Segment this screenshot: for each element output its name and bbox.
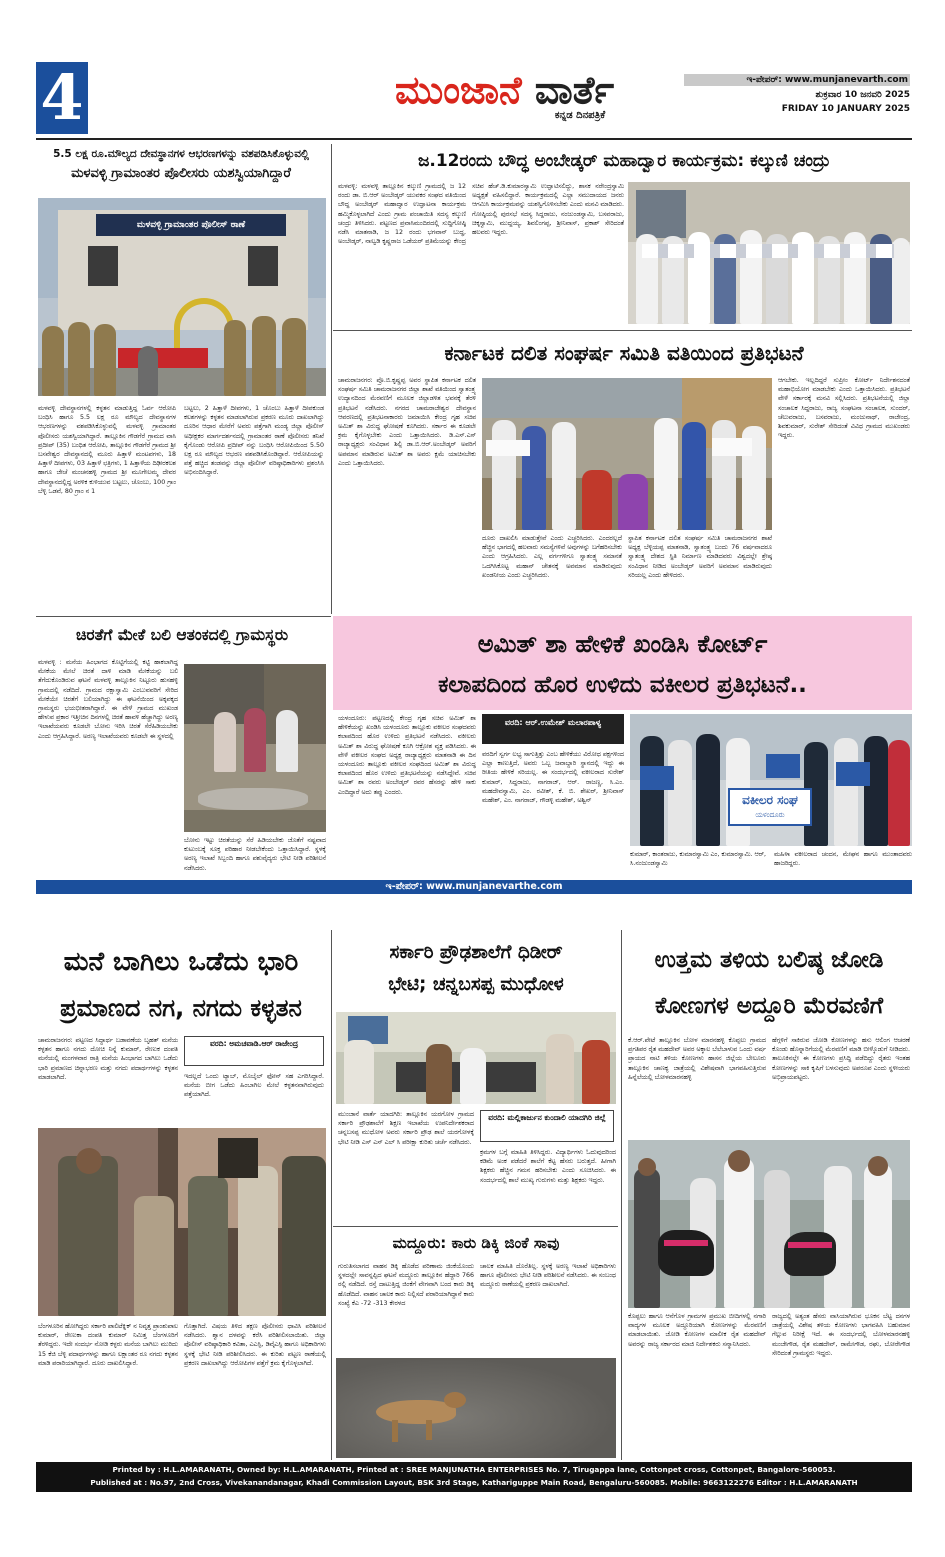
- leopard-body-col1: ಮಳವಳ್ಳಿ : ಮನೆಯ ಹಿಂಭಾಗದ ಕೊಟ್ಟಿಗೆಯಲ್ಲಿ ಕಟ್ಟಿ ಹಾಕಲಾಗಿದ್ದ ಮೇಕೆಯ ಮೇಲೆ ಚಿರತೆ ದಾಳಿ ಮಾಡಿ ಮೇಕೆಯನ್ನು ಬಲಿ ತೆಗೆದುಕೊಂಡಿರುವ ಘಟನೆ ಮಳವಳ್ಳಿ ತಾಲ್ಲೂಕಿನ ನಿಟ್ಟೂರು ಹುಸಹಳ್ಳಿ ಗ್ರಾಮದಲ್ಲಿ ನಡೆದಿದೆ. ಗ್ರಾಮದ ರಕ್ಷಾಸ್ವಾಮಿ ಎಂಬುವವರಿಗೆ ಸೇರಿದ ಮೇಕೆಯೇ ಚಿರತೆಗೆ ಬಲಿಯಾಗಿದ್ದು ಈ ಘಟನೆಯಿಂದ ಅಕ್ಕಪಕ್ಕದ ಗ್ರಾಮಸ್ಥರು ಭಯಭೀತರಾಗಿದ್ದಾರೆ. ಈ ವೇಳೆ ಗ್ರಾಮದ ಮುಖಂಡ ಹೇಳುವ ಪ್ರಕಾರ ಇತ್ತೀಚಿನ ದಿನಗಳಲ್ಲಿ ಚಿರತೆ ಹಾವಳಿ ಹೆಚ್ಚಾಗಿದ್ದು ಅರಣ್ಯ ಇಲಾಖೆಯವರು ಕೂಡಲೇ ಬೋನು ಇರಿಸಿ ಚಿರತೆ ಸೆರೆಹಿಡಿಯಬೇಕು ಎಂದು ಆಗ್ರಹಿಸಿದ್ದಾರೆ. ಅರಣ್ಯ ಇಲಾಖೆಯವರು ಕೂಡಲೇ ಈ ಸ್ಥಳದಲ್ಲಿ: [38, 659, 178, 740]
- school-byline: ವರದಿ: ಮಲ್ಲಿಕಾರ್ಜುನ ಕುಂದಾಲಿ ಯಾದಗಿರಿ ಜಿಲ್ಲೆ: [480, 1110, 614, 1142]
- leopard-photo: [184, 664, 326, 832]
- theft-photo: [38, 1128, 326, 1316]
- column-divider: [331, 144, 332, 614]
- bulls-headline-1: ಉತ್ತಮ ತಳಿಯ ಬಲಿಷ್ಠ ಜೋಡಿ: [654, 947, 884, 973]
- buddha-body-col2: ಸಚಿವ ಹೆಚ್.ಡಿ.ಕುಮಾರಸ್ವಾಮಿ ಉದ್ಘಾಟಿಸಲಿದ್ದು, ಶಾಸಕ ನರೇಂದ್ರಸ್ವಾಮಿ ಅಧ್ಯಕ್ಷತೆ ವಹಿಸಲಿದ್ದಾರೆ. ಕಾರ್ಯಕ್ರಮದಲ್ಲಿ ಎಲ್ಲಾ ಸಮುದಾಯದ ಜನರು ಆಗಮಿಸಿ ಕಾರ್ಯಕ್ರಮವನ್ನು ಯಶಸ್ವಿಗೊಳಿಸಬೇಕು ಎಂದು ಮನವಿ ಮಾಡಿದರು. ಗೋಷ್ಠಿಯಲ್ಲಿ ಪುರಸಭೆ ಸದಸ್ಯ ಸಿದ್ದರಾಜು, ನಂಜುಂಡಸ್ವಾಮಿ, ಬಸವರಾಜು, ಚಿಕ್ಕಸ್ವಾಮಿ, ಮುದ್ದಯ್ಯ, ಶಿವಲಿಂಗಪ್ಪ, ಶ್ರೀನಿವಾಸ್, ಪ್ರಕಾಶ್ ಸೇರಿದಂತೆ ಹಲವರು ಇದ್ದರು.: [472, 183, 624, 237]
- leopard-body-col2: ಬೋನು ಇಟ್ಟು ಚಿರತೆಯನ್ನು ಸೆರೆ ಹಿಡಿಯಬೇಕು ಜೊತೆಗೆ ನಷ್ಟವಾದ ಕುಟುಂಬಕ್ಕೆ ಸೂಕ್ತ ಪರಿಹಾರ ನೀಡಬೇಕೆಂದು ಒತ್ತಾಯಿಸಿದ್ದಾರೆ. ಸ್ಥಳಕ್ಕೆ ಅರಣ್ಯ ಇಲಾಖೆ ಸಿಬ್ಬಂದಿ ಹಾಗೂ ಪಶುವೈದ್ಯರು ಭೇಟಿ ನೀಡಿ ಪರಿಶೀಲನೆ ನಡೆಸಿದರು.: [184, 837, 326, 872]
- buddha-photo: [628, 182, 910, 324]
- theft-body-col2: ಗೊತ್ತಾಗಿದೆ. ವಿಷಯ ತಿಳಿದ ತಕ್ಷಣ ಪೊಲೀಸರು ಧಾವಿಸಿ ಪರಿಶೀಲನೆ ನಡೆಸಿದರು. ಶ್ವಾನ ದಳವನ್ನು ಕರೆಸಿ ಪರಿಶೀಲಿಸಲಾಯಿತು. ಜಿಲ್ಲಾ ಪೊಲೀಸ್ ವರಿಷ್ಠಾಧಿಕಾರಿ ಕವಿತಾ, ಎಎಸ್ಪಿ, ಡಿವೈಎಸ್ಪಿ ಹಾಗೂ ಅಧಿಕಾರಿಗಳು ಸ್ಥಳಕ್ಕೆ ಭೇಟಿ ನೀಡಿ ಪರಿಶೀಲಿಸಿದರು. ಈ ಕುರಿತು ಪಟ್ಟಣ ಠಾಣೆಯಲ್ಲಿ ಪ್ರಕರಣ ದಾಖಲಾಗಿದ್ದು ಆರೋಪಿಗಳ ಪತ್ತೆಗೆ ಕ್ರಮ ಕೈಗೊಳ್ಳಲಾಗಿದೆ.: [184, 1323, 326, 1367]
- section-rule: [333, 1226, 618, 1227]
- accident-body-col1: ಗುರುತಿಸಲಾಗದ ವಾಹನ ಡಿಕ್ಕಿ ಹೊಡೆದ ಪರಿಣಾಮ ಜಿಂಕೆಯೊಂದು ಸ್ಥಳದಲ್ಲೇ ಸಾವನ್ನಪ್ಪಿದ ಘಟನೆ ಮದ್ದೂರು ತಾಲ್ಲೂಕಿನ ಹೆದ್ದಾರಿ 766 ರಲ್ಲಿ ನಡೆದಿದೆ. ರಸ್ತೆ ದಾಟುತ್ತಿದ್ದ ಜಿಂಕೆಗೆ ವೇಗವಾಗಿ ಬಂದ ಕಾರು ಡಿಕ್ಕಿ ಹೊಡೆದಿದೆ. ವಾಹನ ಚಾಲಕ ಕಾರು ನಿಲ್ಲಿಸದೆ ಪರಾರಿಯಾಗಿದ್ದಾನೆ ಕಾರು ಸಂಖ್ಯೆ ಕೆಎ -72 -313 ಕೇರಳದ: [338, 1263, 474, 1307]
- theft-lead: ಚಾಮರಾಜನಗರ: ಪಟ್ಟಣದ ಸಿದ್ಧಾರ್ಥ ಬಡಾವಣೆಯ ಬೃಹತ್ ಮನೆಯ ಕಳ್ಳತನ ಹಾಗೂ ನಗದು ದೋಚಿ ನಿನ್ನೆ ಕುಮಾರ್, ರೇಣುಕ ದಂಪತಿ ಮನೆಯಲ್ಲಿ ಮಂಗಳವಾರ ರಾತ್ರಿ ಮನೆಯ ಹಿಂಭಾಗದ ಬಾಗಿಲು ಒಡೆದು ಭಾರಿ ಪ್ರಮಾಣದ ಚಿನ್ನಾಭರಣ ಮತ್ತು ನಗದು ಪದಾರ್ಥಗಳನ್ನು ಕಳ್ಳತನ ಮಾಡಲಾಗಿದೆ.: [38, 1037, 178, 1081]
- leopard-headline: ಚಿರತೆಗೆ ಮೇಕೆ ಬಲಿ ಆತಂಕದಲ್ಲಿ ಗ್ರಾಮಸ್ಥರು: [75, 626, 289, 644]
- buddha-headline: ಜ.12ರಂದು ಬೌದ್ಧ ಅಂಬೇಡ್ಕರ್ ಮಹಾದ್ವಾರ ಕಾರ್ಯಕ್ರಮ: ಕಲ್ಕುಣಿ ಚಂದ್ರು: [417, 151, 831, 171]
- amit-caption-2: ಮಹಿಳಾ ವಕೀಲರಾದ ಚಂದನ, ಮೇಘನ ಹಾಗೂ ಮುಂತಾದವರು ಹಾಜರಿದ್ದರು.: [774, 851, 912, 868]
- police-photo: [38, 198, 326, 396]
- masthead-rule: [36, 138, 912, 140]
- amit-caption-1: ಕುಮಾರ್, ಕಾಂತರಾಜು, ಕುಮಾರಸ್ವಾಮಿ ಎಂ, ಕುಮಾರಸ್ವಾಮಿ. ಆರ್, ಸಿ.ನಂಜುಂಡಸ್ವಾಮಿ: [630, 851, 766, 868]
- column-divider: [331, 930, 332, 1460]
- school-photo: [336, 1012, 616, 1104]
- theft-byline: ವರದಿ: ಅಮಚವಾಡಿ.ಆರ್ ರಾಜೇಂದ್ರ: [184, 1036, 324, 1066]
- section-rule: [36, 616, 331, 617]
- amit-body-col2: ವರದಿಗೆ ಸ್ವರ್ಗ ಲಭ್ಯ ಸಾಗುತ್ತಿತ್ತು ಎಂಬ ಹೇಳಿಕೆಯು ವಿರೋಧ ಪಕ್ಷಗಳಿಂದ ಎಲ್ಲಾ ಕಾಣುತ್ತಿದೆ, ಅವರು ಒಬ್ಬ ಜವಾಬ್ದಾರಿ ಸ್ಥಾನದಲ್ಲಿ ಇದ್ದು ಈ ರೀತಿಯ ಹೇಳಿಕೆ ಸರಿಯಲ್ಲ. ಈ ಸಂದರ್ಭದಲ್ಲಿ ವಕೀಲರಾದ ಸುರೇಶ್ ಕುಮಾರ್, ಸಿದ್ದರಾಜು, ನಾಗರಾಜ್, ಆರ್. ರಾಜಣ್ಣ, ಸಿ.ಎಂ. ಮಹದೇವಸ್ವಾಮಿ, ಎಂ. ರವೀಶ್, ಕೆ. ಬಿ. ಶೇಖರ್, ಶ್ರೀನಿವಾಸ್ ಮಹೇಶ್, ಎಂ. ನಾಗರಾಜ್, ಗೌಡಳ್ಳಿ ಮಹೇಶ್, ಅಶ್ವಿನ್: [482, 751, 624, 805]
- date-kannada: ಶುಕ್ರವಾರ 10 ಜನವರಿ 2025: [815, 90, 910, 100]
- dalit-headline: ಕರ್ನಾಟಕ ದಲಿತ ಸಂಘರ್ಷ ಸಮಿತಿ ವತಿಯಿಂದ ಪ್ರತಿಭಟನೆ: [444, 341, 804, 365]
- theft-headline-1: ಮನೆ ಬಾಗಿಲು ಒಡೆದು ಭಾರಿ: [63, 947, 299, 977]
- bulls-headline-2: ಕೋಣಗಳ ಅದ್ದೂರಿ ಮೆರವಣಿಗೆ: [654, 993, 884, 1019]
- bulls-body-col3: ಕೊಪ್ಪಲು ಹಾಗೂ ಆನೆಗೊಳ ಗ್ರಾಮಗಳ ಪ್ರಮುಖ ಬೀದಿಗಳಲ್ಲಿ ನಗಾರಿ ವಾದ್ಯಗಳ ಮೂಲಕ ಅದ್ದೂರಿಯಾಗಿ ಕೋಣಗಳನ್ನು ಮೆರವಣಿಗೆ ಮಾಡಲಾಯಿತು. ಜೋಡಿ ಕೋಣಗಳ ಮಾಲೀಕ ರೈತ ಮಹದೇವ್ ಅವರನ್ನು ರಾಜ್ಯ ಸರ್ಕಾರದ ಮಾಜಿ ನಿರ್ದೇಶಕರು ಸನ್ಮಾನಿಸಿದರು.: [628, 1313, 766, 1348]
- imprint-line-1: Printed by : H.L.AMARANATH, Owned by: H.L.AMARANATH, Printed at : SREE MANJUNATHA ENTERPRISES No. 7, Tirugappa lane, Cottonpet cross, Cottonpet, Bangalore-560053.: [112, 1465, 836, 1474]
- bulls-body-col4: ರಾಜ್ಯದಲ್ಲಿ ಅತ್ಯಂತ ಹೆಸರು ವಾಸಿಯಾಗಿರುವ ಭೂಕನ ಬೆಟ್ಟ ದನಗಳ ಜಾತ್ರೆಯಲ್ಲಿ ವಿಶೇಷ ತಳಿಯ ಕೋಣಗಳು ಭಾಗವಹಿಸಿ ಬಹುಮಾನ ಗೆಲ್ಲುವ ನಿರೀಕ್ಷೆ ಇದೆ. ಈ ಸಂದರ್ಭದಲ್ಲಿ ಬೋಳಮಾರನಹಳ್ಳಿ ಮಂಜೇಗೌಡ, ರೈತ ಮಹದೇವ್, ರಾಮೇಗೌಡ, ರಘು, ಬೋರೇಗೌಡ ಸೇರಿದಂತೆ ಗ್ರಾಮಸ್ಥರು ಇದ್ದರು.: [772, 1313, 910, 1357]
- police-headline-1: 5.5 ಲಕ್ಷ ರೂ.ಮೌಲ್ಯದ ದೇವಸ್ಥಾನಗಳ ಆಭರಣಗಳನ್ನು ವಶಪಡಿಸಿಕೊಳ್ಳುವಲ್ಲಿ: [53, 148, 309, 160]
- masthead-title: [395, 66, 685, 114]
- imprint-line-2: Published at : No.97, 2nd Cross, Vivekanandanagar, Khadi Commission Layout, BSK 3rd Stage, Kathariguppe Main Road, Bengaluru-560085. Mobile: 9663122276 Editor : H.L.AMARANATH: [90, 1478, 858, 1487]
- police-body-col2: ಬಟ್ಟಲು, 2 ಹಿತ್ತಾಳೆ ದೀಪಗಳು, 1 ಚೊಂಬು ಹಿತ್ತಾಳೆ ದೀಪಕುಂಡ ಕಲಶಗಳನ್ನು ಕಳ್ಳತನ ಮಾಡಲಾಗಿರುವ ಪ್ರಕರಣ ಮೂರು ದಾಖಲಾಗಿದ್ದು ದೂರಿನ ಆಧಾರ ಮೇರೆಗೆ ಅವರು ಪತ್ತೆಗಾಗಿ ಮಂಡ್ಯ ಜಿಲ್ಲಾ ಪೊಲೀಸ್ ಅಧೀಕ್ಷಕರ ಮಾರ್ಗದರ್ಶನದಲ್ಲಿ ಗ್ರಾಮಾಂತರ ಠಾಣೆ ಪೊಲೀಸರು ತನಿಖೆ ಕೈಗೊಂಡು ಆರೋಪಿ ಪ್ರದೀಪ್ ನನ್ನು ಬಂಧಿಸಿ ಆರೋಪಿಯಿಂದ 5.50 ಲಕ್ಷ ರೂ ಮೌಲ್ಯದ ಆಭರಣ ವಶಪಡಿಸಿಕೊಂಡಿದ್ದಾರೆ. ಆರೋಪಿಯನ್ನು ಪತ್ತೆ ಹಚ್ಚಿದ ತಂಡವನ್ನು ಜಿಲ್ಲಾ ಪೊಲೀಸ್ ವರಿಷ್ಠಾಧಿಕಾರಿಗಳು ಪ್ರಶಂಸಿಸಿ ಅಭಿನಂದಿಸಿದ್ದಾರೆ.: [184, 405, 324, 477]
- dalit-photo: [482, 378, 772, 530]
- amit-banner-text: ವಕೀಲರ ಸಂಘ: [742, 793, 798, 807]
- school-headline-2: ಭೇಟಿ; ಚನ್ನಬಸಪ್ಪ ಮುಧೋಳ: [388, 974, 564, 995]
- bulls-body-col2: ಹೆಗ್ಗಳಿಗೆ ಸಾಕಿರುವ ಜೋಡಿ ಕೋಣಗಳನ್ನು ಹಸು ಆಲಿಂಗ ಆಚರಣೆ ಕೊಂಡು ಹೊನ್ನಾರಿಗೆಯಲ್ಲಿ ಮೆರವಣಿಗೆ ಮಾಡಿ ಬೀಳ್ಕೊಡುಗೆ ನೀಡಿದರು. ತಾಲೂಕಿನಲ್ಲೇ ಈ ಕೋಣಗಳು ಪ್ರಸಿದ್ಧಿ ಪಡೆದಿದ್ದು ರೈತರು ಇಂತಹ ಕೋಣಗಳನ್ನು ಸಾಕಿ ಕೃಷಿಗೆ ಬಳಸುವುದು ಅಪರೂಪ ಎಂದು ಸ್ಥಳೀಯರು ಅಭಿಪ್ರಾಯಪಟ್ಟರು.: [772, 1037, 910, 1081]
- amit-banner-sub: ಯಳಂದೂರು: [755, 811, 785, 819]
- police-body-col1: ಮಳವಳ್ಳಿ ದೇವಸ್ಥಾನಗಳಲ್ಲಿ ಕಳ್ಳತನ ಮಾಡುತ್ತಿದ್ದ ಓರ್ವ ಆರೋಪಿ ಬಂಧಿಸಿ ಹಾಗೂ 5.5 ಲಕ್ಷ ರೂ ಮೌಲ್ಯದ ದೇವಸ್ಥಾನಗಳ ಆಭರಣಗಳನ್ನು ವಶಪಡಿಸಿಕೊಳ್ಳುವಲ್ಲಿ ಮಳವಳ್ಳಿ ಗ್ರಾಮಾಂತರ ಪೊಲೀಸರು ಯಶಸ್ವಿಯಾಗಿದ್ದಾರೆ. ತಾಲ್ಲೂಕಿನ ಗೌಡಗೆರೆ ಗ್ರಾಮದ ವಾಸಿ ಪ್ರದೀಪ್ (35) ಬಂಧಿತ ಆರೋಪಿ, ತಾಲ್ಲೂಕಿನ ಗೌಡಗೆರೆ ಗ್ರಾಮದ ಶ್ರೀ ಬಸವೇಶ್ವರ ದೇವಸ್ಥಾನದಲ್ಲಿ ಮೂರು ಹಿತ್ತಾಳೆ ಮಂಟಪಗಳು, 18 ಹಿತ್ತಾಳೆ ದೀಪಗಳು, 03 ಹಿತ್ತಾಳೆ ಛತ್ರಿಗಳು, 1 ಹಿತ್ತಾಳೆಯ ದಿಢೀರಕಲಶ ಹಾಗೂ ಜೇಚೆ ಮಂಚನಹಳ್ಳಿ ಗ್ರಾಮದ ಶ್ರೀ ಮೂಗೇಲಮ್ಮ ದೇವರ ದೇವಸ್ಥಾನದಲ್ಲಿದ್ದ ಅರಳಿಕ ಕುಳಿಯುವ ಬಟ್ಟಲು, ಚೊಂಬು, 100 ಗ್ರಾಂ ಬೆಳ್ಳಿ ಒಡವೆ, 80 ಗ್ರಾಂ ನ 1: [38, 405, 176, 495]
- theft-body-col1: ಬೆಂಗಳೂರಿನ ಹೋಗಿದ್ದರು ಸರ್ಕಾರಿ ಪಾಲಿಟೆಕ್ನಿಕ್ ನ ನಿವೃತ್ತ ಪ್ರಾಂಶುಪಾಲ ಕುಮಾರ್, ರೇಣುಕಾ ದಂಪತಿ ಕುಮಾರ್ ನಿಮಿತ್ತ ಬೆಂಗಳೂರಿಗೆ ತೆರಳಿದ್ದರು. ಇದೇ ಸಂದರ್ಭ ನೋಡಿ ಕಳ್ಳರು ಮನೆಯ ಬಾಗಿಲು ಮುರಿದು 15 ಕೆಜಿ ಬೆಳ್ಳಿ ಪದಾರ್ಥಗಳನ್ನು ಹಾಗೂ ಲಕ್ಷಾಂತರ ರೂ ನಗದು ಕಳ್ಳತನ ಮಾಡಿ ಪರಾರಿಯಾಗಿದ್ದಾರೆ. ದೂರು ದಾಖಲಿಸಿದ್ದಾರೆ.: [38, 1323, 178, 1367]
- epaper-bar: ಇ-ಪೇಪರ್: www.munjanevarth.com: [684, 74, 910, 86]
- theft-lead-2: ಇದಲ್ಲದೆ ಒಂದು ಟ್ಯಾಬ್, ಮೊಬೈಲ್ ಫೋನ್ ಸಹ ಎಗರಿಸಿದ್ದಾರೆ. ಮನೆಯ ಬೀಗ ಒಡೆದು ಹಿಂಬಾಗಿಲ ಮೇಲೆ ಕಳ್ಳತನವಾಗಿರುವುದು ಪತ್ತೆಯಾಗಿದೆ.: [184, 1073, 324, 1099]
- accident-body-col2: ಚಾಲಕ ಮಾಹಿತಿ ದೊರೆತಿಲ್ಲ. ಸ್ಥಳಕ್ಕೆ ಅರಣ್ಯ ಇಲಾಖೆ ಅಧಿಕಾರಿಗಳು ಹಾಗೂ ಪೊಲೀಸರು ಭೇಟಿ ನೀಡಿ ಪರಿಶೀಲನೆ ನಡೆಸಿದರು. ಈ ಸಂಬಂಧ ಮದ್ದೂರು ಠಾಣೆಯಲ್ಲಿ ಪ್ರಕರಣ ದಾಖಲಾಗಿದೆ.: [480, 1263, 616, 1289]
- dalit-body-col3: ಸ್ಥಾಪಿತ ಕರ್ನಾಟಕ ದಲಿತ ಸಂಘರ್ಷ ಸಮಿತಿ ಚಾಮರಾಜನಗರ ಶಾಖೆ ಅಧ್ಯಕ್ಷ ಬೆಳ್ಳಿಯಪ್ಪ ಮಾತನಾಡಿ, ಸ್ವಾತಂತ್ರ್ಯ ಬಂದು 76 ವರ್ಷವಾದರೂ ಸ್ವಾತಂತ್ರ್ಯ ದೇಶದ ಸ್ಥಿತಿ ನಿರ್ಮಾಣ ಮಾಡಿದವರು ವಿಶ್ವದಲ್ಲೇ ಶ್ರೇಷ್ಠ ಸಂವಿಧಾನ ನೀಡಿದ ಅಂಬೇಡ್ಕರ್ ಅವರಿಗೆ ಅವಮಾನ ಮಾಡಿರುವುದು ಸರಿಯಲ್ಲ ಎಂದು ಹೇಳಿದರು.: [628, 535, 772, 579]
- bulls-body-col1: ಕೆ.ಆರ್.ಪೇಟೆ ತಾಲ್ಲೂಕಿನ ಬೋಳ ಮಾರನಹಳ್ಳಿ ಕೊಪ್ಪಲು ಗ್ರಾಮದ ಪ್ರಗತಿಪರ ರೈತ ಮಹದೇವ್ ಅವರ ಅಕ್ಕಾಲ ಬೆಲೆಬಾಳುವ ಒಂದು ವರ್ಷ ಪ್ರಾಯದ ನಾಟಿ ತಳಿಯ ಕೋಣಗಳು ಹಾಸನ ಜಿಲ್ಲೆಯ ಬೇಲೂರು ತಾಲ್ಲೂಕಿನ ಚಾಣಕ್ಯ ಜಾತ್ರೆಯಲ್ಲಿ ವಿಶೇಷವಾಗಿ ಭಾಗವಹಿಸುತ್ತಿರುವ ಹಿನ್ನೆಲೆಯಲ್ಲಿ ಬೋಳಮಾರನಹಳ್ಳಿ: [628, 1037, 766, 1081]
- theft-headline-2: ಪ್ರಮಾಣದ ನಗ, ನಗದು ಕಳ್ಳತನ: [60, 994, 302, 1022]
- dalit-body-col4: ಆಗಬೇಕು. ಇಲ್ಲದಿದ್ದರೆ ಸುಪ್ರೀಂ ಕೋರ್ಟ್ ನಿರ್ದೇಶನದಂತೆ ಮಹಾಭಿಯೋಗ ಮಾಡಬೇಕು ಎಂದು ಒತ್ತಾಯಿಸಿದರು. ಪ್ರತಿಭಟನೆ ವೇಳೆ ಸರ್ಕಾರಕ್ಕೆ ಮನವಿ ಸಲ್ಲಿಸಿದರು. ಪ್ರತಿಭಟನೆಯಲ್ಲಿ ಜಿಲ್ಲಾ ಸಂಚಾಲಕ ಸಿದ್ದರಾಜು, ರಾಜ್ಯ ಸಂಘಟನಾ ಸಂಚಾಲಕ, ಸುಂದರ್, ಚೆಲುವರಾಜು, ಬಸವರಾಜು, ಮಂಜುನಾಥ್, ರಾಜೇಂದ್ರ, ಶಿವಕುಮಾರ್, ಸುರೇಶ್ ಸೇರಿದಂತೆ ವಿವಿಧ ಗ್ರಾಮದ ಮುಖಂಡರು ಇದ್ದರು.: [778, 377, 910, 440]
- date-english: FRIDAY 10 JANUARY 2025: [781, 104, 910, 114]
- section-rule: [333, 330, 912, 331]
- amit-headline-1: ಅಮಿತ್ ಶಾ ಹೇಳಿಕೆ ಖಂಡಿಸಿ ಕೋರ್ಟ್: [477, 630, 768, 658]
- epaper-separator-text: ಇ-ಪೇಪರ್: www.munjanevarthe.com: [385, 881, 563, 892]
- page-number-box: 4: [36, 62, 88, 134]
- dalit-body-col1: ಚಾಮರಾಜನಗರ: ಪ್ರೊ.ಬಿ.ಕೃಷ್ಣಪ್ಪ ಅವರ ಸ್ಥಾಪಿತ ಕರ್ನಾಟಕ ದಲಿತ ಸಂಘರ್ಷ ಸಮಿತಿ ಚಾಮರಾಜನಗರ ಜಿಲ್ಲಾ ಶಾಖೆ ವತಿಯಿಂದ ಸ್ವಾತಂತ್ರ್ಯ ಉದ್ಯಾನದಿಂದ ಮೆರವಣಿಗೆ ಮೂಲಕ ಜಿಲ್ಲಾಡಳಿತ ಭವನಕ್ಕೆ ತೆರಳಿ ಪ್ರತಿಭಟನೆ ನಡೆಸಿದರು. ನಗರದ ಚಾಮರಾಜೇಶ್ವರ ದೇವಸ್ಥಾನ ಆವರಣದಲ್ಲಿ ಪ್ರತಿಭಟನಾಕಾರರು ಜಮಾಯಿಸಿ ಕೇಂದ್ರ ಗೃಹ ಸಚಿವ ಅಮಿತ್ ಶಾ ವಿರುದ್ಧ ಘೋಷಣೆ ಕೂಗಿದರು. ಸರ್ಕಾರ ಈ ಕೂಡಲೇ ಕ್ರಮ ಕೈಗೊಳ್ಳಬೇಕು ಎಂದು ಒತ್ತಾಯಿಸಿದರು. ಡಿ.ಎಸ್.ಎಸ್ ರಾಜ್ಯಾಧ್ಯಕ್ಷರು ಸಂವಿಧಾನ ಶಿಲ್ಪಿ ಡಾ.ಬಿ.ಆರ್.ಅಂಬೇಡ್ಕರ್ ಅವರಿಗೆ ಅಪಮಾನ ಮಾಡಿರುವ ಅಮಿತ್ ಶಾ ಅವರು ಕ್ಷಮೆ ಯಾಚಿಸಬೇಕು ಎಂದು ಒತ್ತಾಯಿಸಿದರು.: [338, 377, 476, 467]
- masthead-title-part1: ಮುಂಜಾನೆ: [395, 68, 522, 112]
- school-body-col1: ಮುಂಜಾನೆ ವಾರ್ತೆ ಯಾದಗಿರಿ: ತಾಲ್ಲೂಕಿನ ಯರಗೋಳ ಗ್ರಾಮದ ಸರ್ಕಾರಿ ಪ್ರೌಢಶಾಲೆಗೆ ಶಿಕ್ಷಣ ಇಲಾಖೆಯ ಉಪನಿರ್ದೇಶಕರಾದ ಚನ್ನಬಸಪ್ಪ ಮುಧೋಳ ಅವರು ಸರ್ಕಾರಿ ಪ್ರೌಢ ಶಾಲೆ ಯರಗೋಳಕ್ಕೆ ಭೇಟಿ ನೀಡಿ ಎಸ್ ಎಸ್ ಎಲ್ ಸಿ ಪರೀಕ್ಷಾ ಕುರಿತು ಚರ್ಚೆ ನಡೆಸಿದರು.: [338, 1111, 474, 1146]
- accident-photo: [336, 1358, 616, 1458]
- masthead-title-part2: ವಾರ್ತೆ: [534, 68, 615, 112]
- amit-byline: ವರದಿ: ಆರ್.ಉಮೇಶ್ ಮಲಾರಪಾಳ್ಯ: [482, 714, 624, 744]
- school-headline-1: ಸರ್ಕಾರಿ ಪ್ರೌಢಶಾಲೆಗೆ ಧಿಡೀರ್: [389, 942, 563, 963]
- police-station-sign: ಮಳವಳ್ಳಿ ಗ್ರಾಮಾಂತರ ಪೊಲೀಸ್ ಠಾಣೆ: [96, 214, 286, 236]
- masthead-subtitle: ಕನ್ನಡ ದಿನಪತ್ರಿಕೆ: [554, 110, 606, 121]
- dalit-body-col2: ದೂರು ದಾಖಲಿಸಿ ಮಾಡುತ್ತೇವೆ ಎಂದು ಎಚ್ಚರಿಸಿದರು. ಎಂದರಲ್ಲದೆ ಹೆಚ್ಚಿನ ಭಾಗದಲ್ಲಿ ಹಲವಾರು ಸಮಸ್ಯೆಗಳಿವೆ ಅವುಗಳನ್ನು ಬಗೆಹರಿಸಬೇಕು ಎಂದು ಆಗ್ರಹಿಸಿದರು. ಎಲ್ಲ ವರ್ಗಗಳಿಗೂ ಸ್ವಾತಂತ್ರ್ಯ ಸಮಾನತೆ ಒದಗಿಸಿಕೊಟ್ಟ ಮಹಾನ್ ಚೇತನಕ್ಕೆ ಅವಮಾನ ಮಾಡಿರುವುದು ಖಂಡನೀಯ ಎಂದು ಎಚ್ಚರಿಸಿದರು.: [482, 535, 622, 579]
- column-divider: [621, 930, 622, 1460]
- amit-photo: [630, 714, 912, 846]
- amit-body-col1: ಯಳಂದೂರು: ಪಟ್ಟಣದಲ್ಲಿ ಕೇಂದ್ರ ಗೃಹ ಸಚಿವ ಅಮಿತ್ ಶಾ ಹೇಳಿಕೆಯನ್ನು ಖಂಡಿಸಿ ಯಳಂದೂರು ತಾಲ್ಲೂಕು ವಕೀಲರ ಸಂಘದವರು ಕಲಾಪದಿಂದ ಹೊರ ಉಳಿದು ಪ್ರತಿಭಟನೆ ನಡೆಸಿದರು. ವಕೀಲರು ಅಮಿತ್ ಶಾ ವಿರುದ್ಧ ಘೋಷಣೆ ಕೂಗಿ ಆಕ್ರೋಶ ವ್ಯಕ್ತ ಪಡಿಸಿದರು. ಈ ವೇಳೆ ವಕೀಲರ ಸಂಘದ ಅಧ್ಯಕ್ಷ ರಾಜ್ಯಾಧ್ಯಕ್ಷರು ಮಾತನಾಡಿ ಈ ದಿನ ಯಳಂದೂರು ತಾಲ್ಲೂಕು ವಕೀಲರ ಸಂಘದಿಂದ ಅಮಿತ್ ಶಾ ವಿರುದ್ಧ ಕಲಾಪದಿಂದ ಹೊರ ಉಳಿದು ಪ್ರತಿಭಟನೆಯನ್ನು ನಡೆಸಿದ್ದೇವೆ. ಸಚಿವ ಅಮಿತ್ ಶಾ ರವರು ಅಂಬೇಡ್ಕರ್ ರವರ ಹೆಸರನ್ನು ಹೇಳಿ ಸಾಕು ಎಂದಿದ್ದಾರೆ ಅದು ತಪ್ಪು ಎಂದರು.: [338, 715, 476, 796]
- amit-headline-2: ಕಲಾಪದಿಂದ ಹೊರ ಉಳಿದು ವಕೀಲರ ಪ್ರತಿಭಟನೆ..: [438, 672, 807, 698]
- police-headline-2: ಮಳವಳ್ಳಿ ಗ್ರಾಮಾಂತರ ಪೊಲೀಸರು ಯಶಸ್ವಿಯಾಗಿದ್ದಾರೆ: [71, 166, 291, 181]
- school-body-col2: ಕ್ರಮಗಳ ಬಗ್ಗೆ ಮಾಹಿತಿ ತಿಳಿಸಿದ್ದರು. ವಿದ್ಯಾರ್ಥಿಗಳು ಓದುವುದರಿಂದ ಕಡಿಮೆ ಅಂಕ ಪಡೆದರೆ ಶಾಲೆಗೆ ಕೆಟ್ಟ ಹೆಸರು ಬರುತ್ತದೆ. ಹೀಗಾಗಿ ಶಿಕ್ಷಕರು ಹೆಚ್ಚಿನ ಗಮನ ಹರಿಸಬೇಕು ಎಂದು ಸೂಚಿಸಿದರು. ಈ ಸಂದರ್ಭದಲ್ಲಿ ಶಾಲೆ ಮುಖ್ಯ ಗುರುಗಳು ಮತ್ತು ಶಿಕ್ಷಕರು ಇದ್ದರು.: [480, 1149, 616, 1184]
- bulls-photo: [628, 1140, 910, 1308]
- amit-banner: [728, 788, 812, 826]
- buddha-body-col1: ಮಳವಳ್ಳಿ: ಮಳವಳ್ಳಿ ತಾಲ್ಲೂಕಿನ ಕಲ್ಕುಣಿ ಗ್ರಾಮದಲ್ಲಿ ಜ 12 ರಂದು ಡಾ. ಬಿ.ಆರ್ ಅಂಬೇಡ್ಕರ್ ಯುವಕರ ಸಂಘದ ವತಿಯಿಂದ ಬೌದ್ಧ ಅಂಬೇಡ್ಕರ್ ಮಹಾದ್ವಾರ ಉದ್ಘಾಟನಾ ಕಾರ್ಯಕ್ರಮ ಹಮ್ಮಿಕೊಳ್ಳಲಾಗಿದೆ ಎಂದು ಗ್ರಾಮ ಪಂಚಾಯಿತಿ ಸದಸ್ಯ ಕಲ್ಕುಣಿ ಚಂದ್ರು ತಿಳಿಸಿದರು. ಪಟ್ಟಣದ ಪ್ರವಾಸಿಮಂದಿರದಲ್ಲಿ ಸುದ್ದಿಗೋಷ್ಠಿ ನಡೆಸಿ ಮಾತನಾಡಿ, ಜ 12 ರಂದು ಭಗವಾನ್ ಬುದ್ಧ, ಅಂಬೇಡ್ಕರ್, ನಾಲ್ವಡಿ ಕೃಷ್ಣರಾಜ ಒಡೆಯರ್ ಪ್ರತಿಮೆಯನ್ನು ಕೇಂದ್ರ: [338, 183, 466, 246]
- accident-headline: ಮದ್ದೂರು: ಕಾರು ಡಿಕ್ಕಿ ಜಿಂಕೆ ಸಾವು: [392, 1234, 560, 1252]
